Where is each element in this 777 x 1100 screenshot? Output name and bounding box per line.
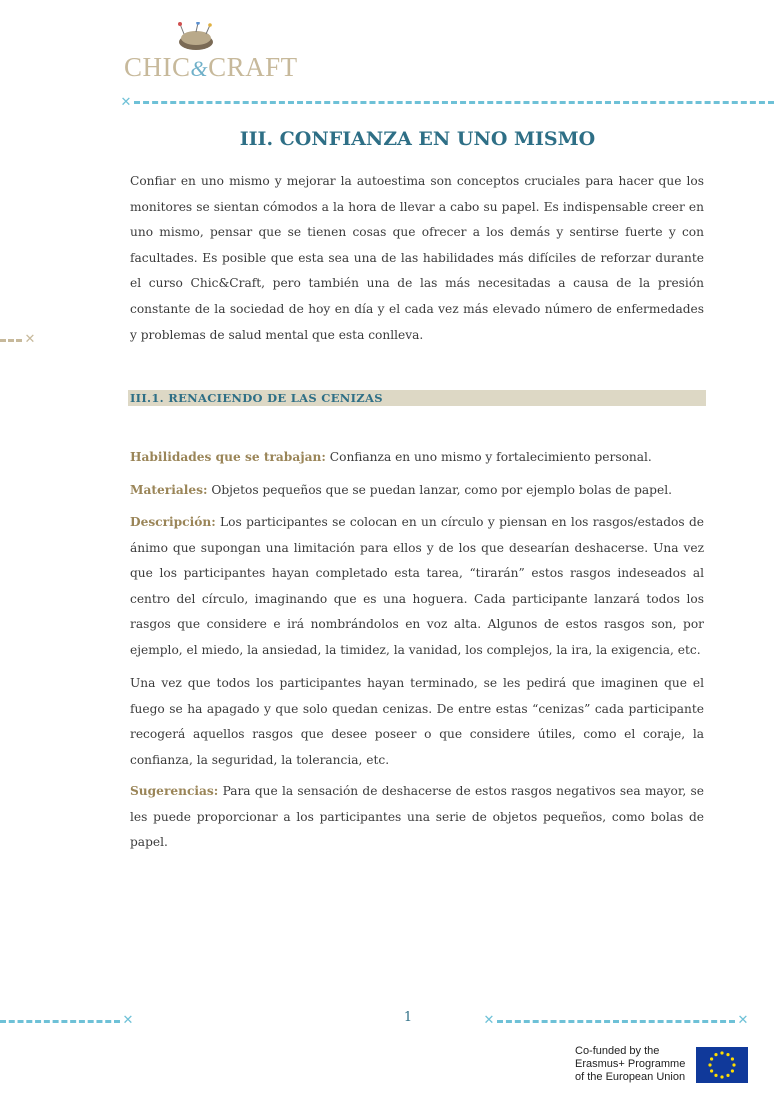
x-mark-icon: ✕ bbox=[24, 332, 36, 347]
ashes-paragraph: Una vez que todos los participantes hayan terminado, se les pedirá que imaginen que el fuego se ha apagado y que solo quedan cenizas. De entre estas “cenizas” cada participante recogerá aquellos rasgos que desee poseer o que considere útiles, como el coraje, la confianza, la seguridad, la tolerancia, etc. bbox=[130, 676, 704, 767]
suggestions-paragraph bbox=[130, 779, 704, 856]
description-label: Descripción: bbox=[130, 515, 216, 529]
side-divider bbox=[0, 339, 22, 342]
eu-funding-text bbox=[575, 1045, 695, 1084]
materials-text: Objetos pequeños que se puedan lanzar, como por ejemplo bolas de papel. bbox=[207, 483, 672, 497]
x-mark-icon: ✕ bbox=[120, 95, 132, 110]
logo-wordmark bbox=[124, 52, 298, 83]
x-mark-icon: ✕ bbox=[122, 1013, 134, 1028]
sewing-basket-icon bbox=[176, 22, 216, 54]
eu-line-2: Erasmus+ Programme bbox=[575, 1058, 686, 1070]
logo-part1: CHIC bbox=[124, 52, 191, 82]
intro-paragraph: Confiar en uno mismo y mejorar la autoestima son conceptos cruciales para hacer que los monitores se sientan cómodos a la hora de llevar a cabo su papel. Es indispensable creer en uno mismo, pensar que se tienen cosas que ofrecer a los demás y sentirse fuerte y con facultades. Es posible que esta sea una de las habilidades más difíciles de reforzar durante el curso Chic&Craft, pero también una de las más necesitadas a causa de la presión constante de la sociedad de hoy en día y el cada vez más elevado número de enfermedades y problemas de salud mental que esta conlleva. bbox=[130, 174, 704, 342]
footer-divider-left bbox=[0, 1020, 120, 1023]
eu-line-3: of the European Union bbox=[575, 1071, 686, 1083]
section-heading-bar bbox=[128, 390, 706, 406]
header-divider bbox=[134, 101, 774, 104]
materials-line bbox=[130, 478, 704, 504]
skills-text: Confianza en uno mismo y fortalecimiento personal. bbox=[325, 450, 652, 464]
suggestions-text: Para que la sensación de deshacerse de estos rasgos negativos sea mayor, se les puede proporcionar a los participantes una serie de objetos pequeños, como bolas de papel. bbox=[130, 784, 704, 850]
skills-line bbox=[130, 445, 704, 471]
x-mark-icon: ✕ bbox=[483, 1013, 495, 1028]
description-paragraph bbox=[130, 510, 704, 664]
suggestions-label: Sugerencias: bbox=[130, 784, 219, 798]
materials-label: Materiales: bbox=[130, 483, 208, 497]
eu-line-1: Co-funded by the bbox=[575, 1045, 660, 1057]
chic-craft-logo bbox=[124, 22, 298, 82]
description-text: Los participantes se colocan en un círculo y piensan en los rasgos/estados de ánimo que supongan una limitación para ellos y de los que desearían deshacerse. Una vez que los participantes hayan completado esta tarea, “tirarán” estos rasgos indeseados al centro del círculo, imaginando que es una hoguera. Cada participante lanzará todos los rasgos que considere e irá nombrándolos en voz alta. Algunos de estos rasgos son, por ejemplo, el miedo, la ansiedad, la timidez, la vanidad, los complejos, la ira, la exigencia, etc. bbox=[130, 515, 704, 657]
logo-part2: CRAFT bbox=[208, 52, 298, 82]
skills-label: Habilidades que se trabajan: bbox=[130, 450, 326, 464]
eu-flag-icon bbox=[696, 1047, 748, 1083]
footer-divider-right bbox=[497, 1020, 735, 1023]
page-number: 1 bbox=[403, 1010, 413, 1025]
logo-amp: & bbox=[190, 56, 209, 81]
x-mark-icon: ✕ bbox=[737, 1013, 749, 1028]
section-heading: III.1. RENACIENDO DE LAS CENIZAS bbox=[130, 391, 383, 405]
page-title: III. CONFIANZA EN UNO MISMO bbox=[239, 128, 596, 150]
